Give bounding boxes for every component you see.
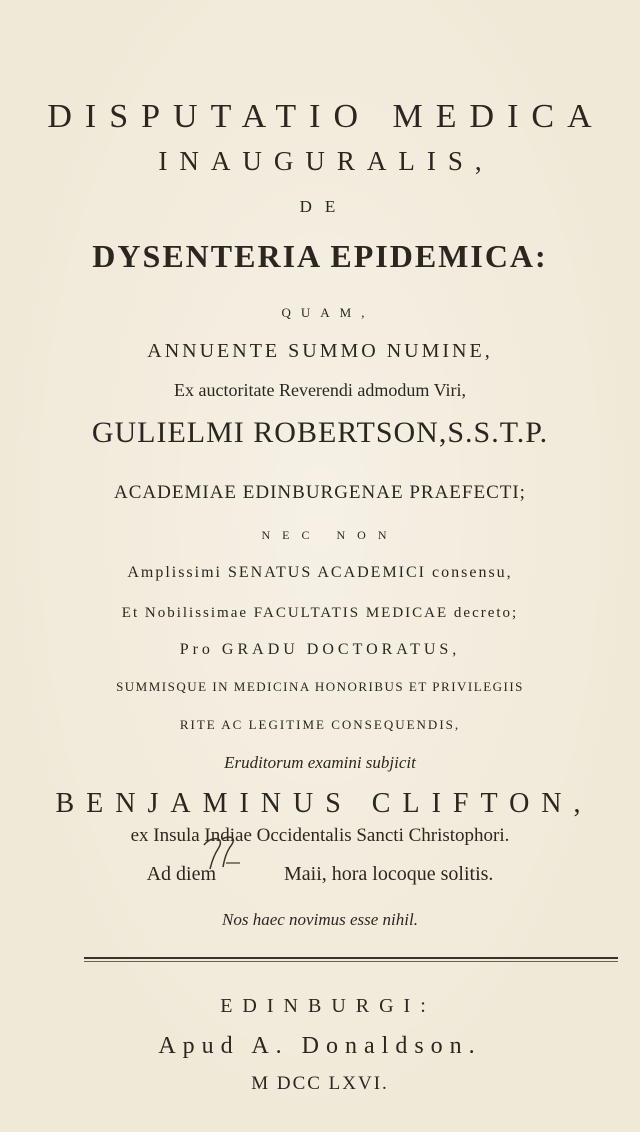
ex-auctoritate-line: Ex auctoritate Reverendi admodum Viri,	[174, 380, 466, 400]
pro-gradu-line: Pro GRADU DOCTORATUS,	[179, 641, 461, 658]
academiae-line: ACADEMIAE EDINBURGENAE PRAEFECTI;	[114, 482, 526, 503]
ad-diem-line	[0, 864, 640, 884]
summisque-line: SUMMISQUE IN MEDICINA HONORIBUS ET PRIVILEGIIS	[116, 679, 524, 694]
title-line-3: DE	[299, 197, 349, 216]
author-line: BENJAMINUS CLIFTON,	[55, 788, 593, 819]
ad-diem-prefix: Ad diem	[146, 863, 216, 885]
title-line-4: DYSENTERIA EPIDEMICA:	[92, 238, 548, 274]
imprint-printer: Apud A. Donaldson.	[158, 1033, 482, 1059]
nec-non-line: NEC NON	[261, 528, 399, 542]
ad-diem-suffix: Maii, hora locoque solitis.	[284, 863, 494, 885]
title-line-1: DISPUTATIO MEDICA	[47, 98, 605, 135]
imprint-year: M DCC LXVI.	[251, 1073, 389, 1094]
divider-rule-thin	[84, 961, 618, 962]
ex-insula-line: ex Insula Indiae Occidentalis Sancti Christophori.	[130, 825, 510, 846]
motto-line: Nos haec novimus esse nihil.	[222, 910, 418, 929]
annuente-line: ANNUENTE SUMMO NUMINE,	[147, 340, 493, 362]
divider-rule	[84, 957, 618, 959]
gulielmi-line: GULIELMI ROBERTSON,S.S.T.P.	[91, 416, 549, 449]
imprint-city: EDINBURGI:	[220, 995, 436, 1017]
quam-line: QUAM,	[281, 305, 375, 320]
handwritten-date-mark	[196, 833, 244, 873]
nobilissimae-line: Et Nobilissimae FACULTATIS MEDICAE decreto;	[121, 605, 519, 621]
title-line-2: INAUGURALIS,	[158, 146, 494, 176]
rite-line: RITE AC LEGITIME CONSEQUENDIS,	[179, 717, 461, 732]
eruditorum-line: Eruditorum examini subjicit	[224, 753, 416, 772]
amplissimi-line: Amplissimi SENATUS ACADEMICI consensu,	[127, 564, 513, 581]
